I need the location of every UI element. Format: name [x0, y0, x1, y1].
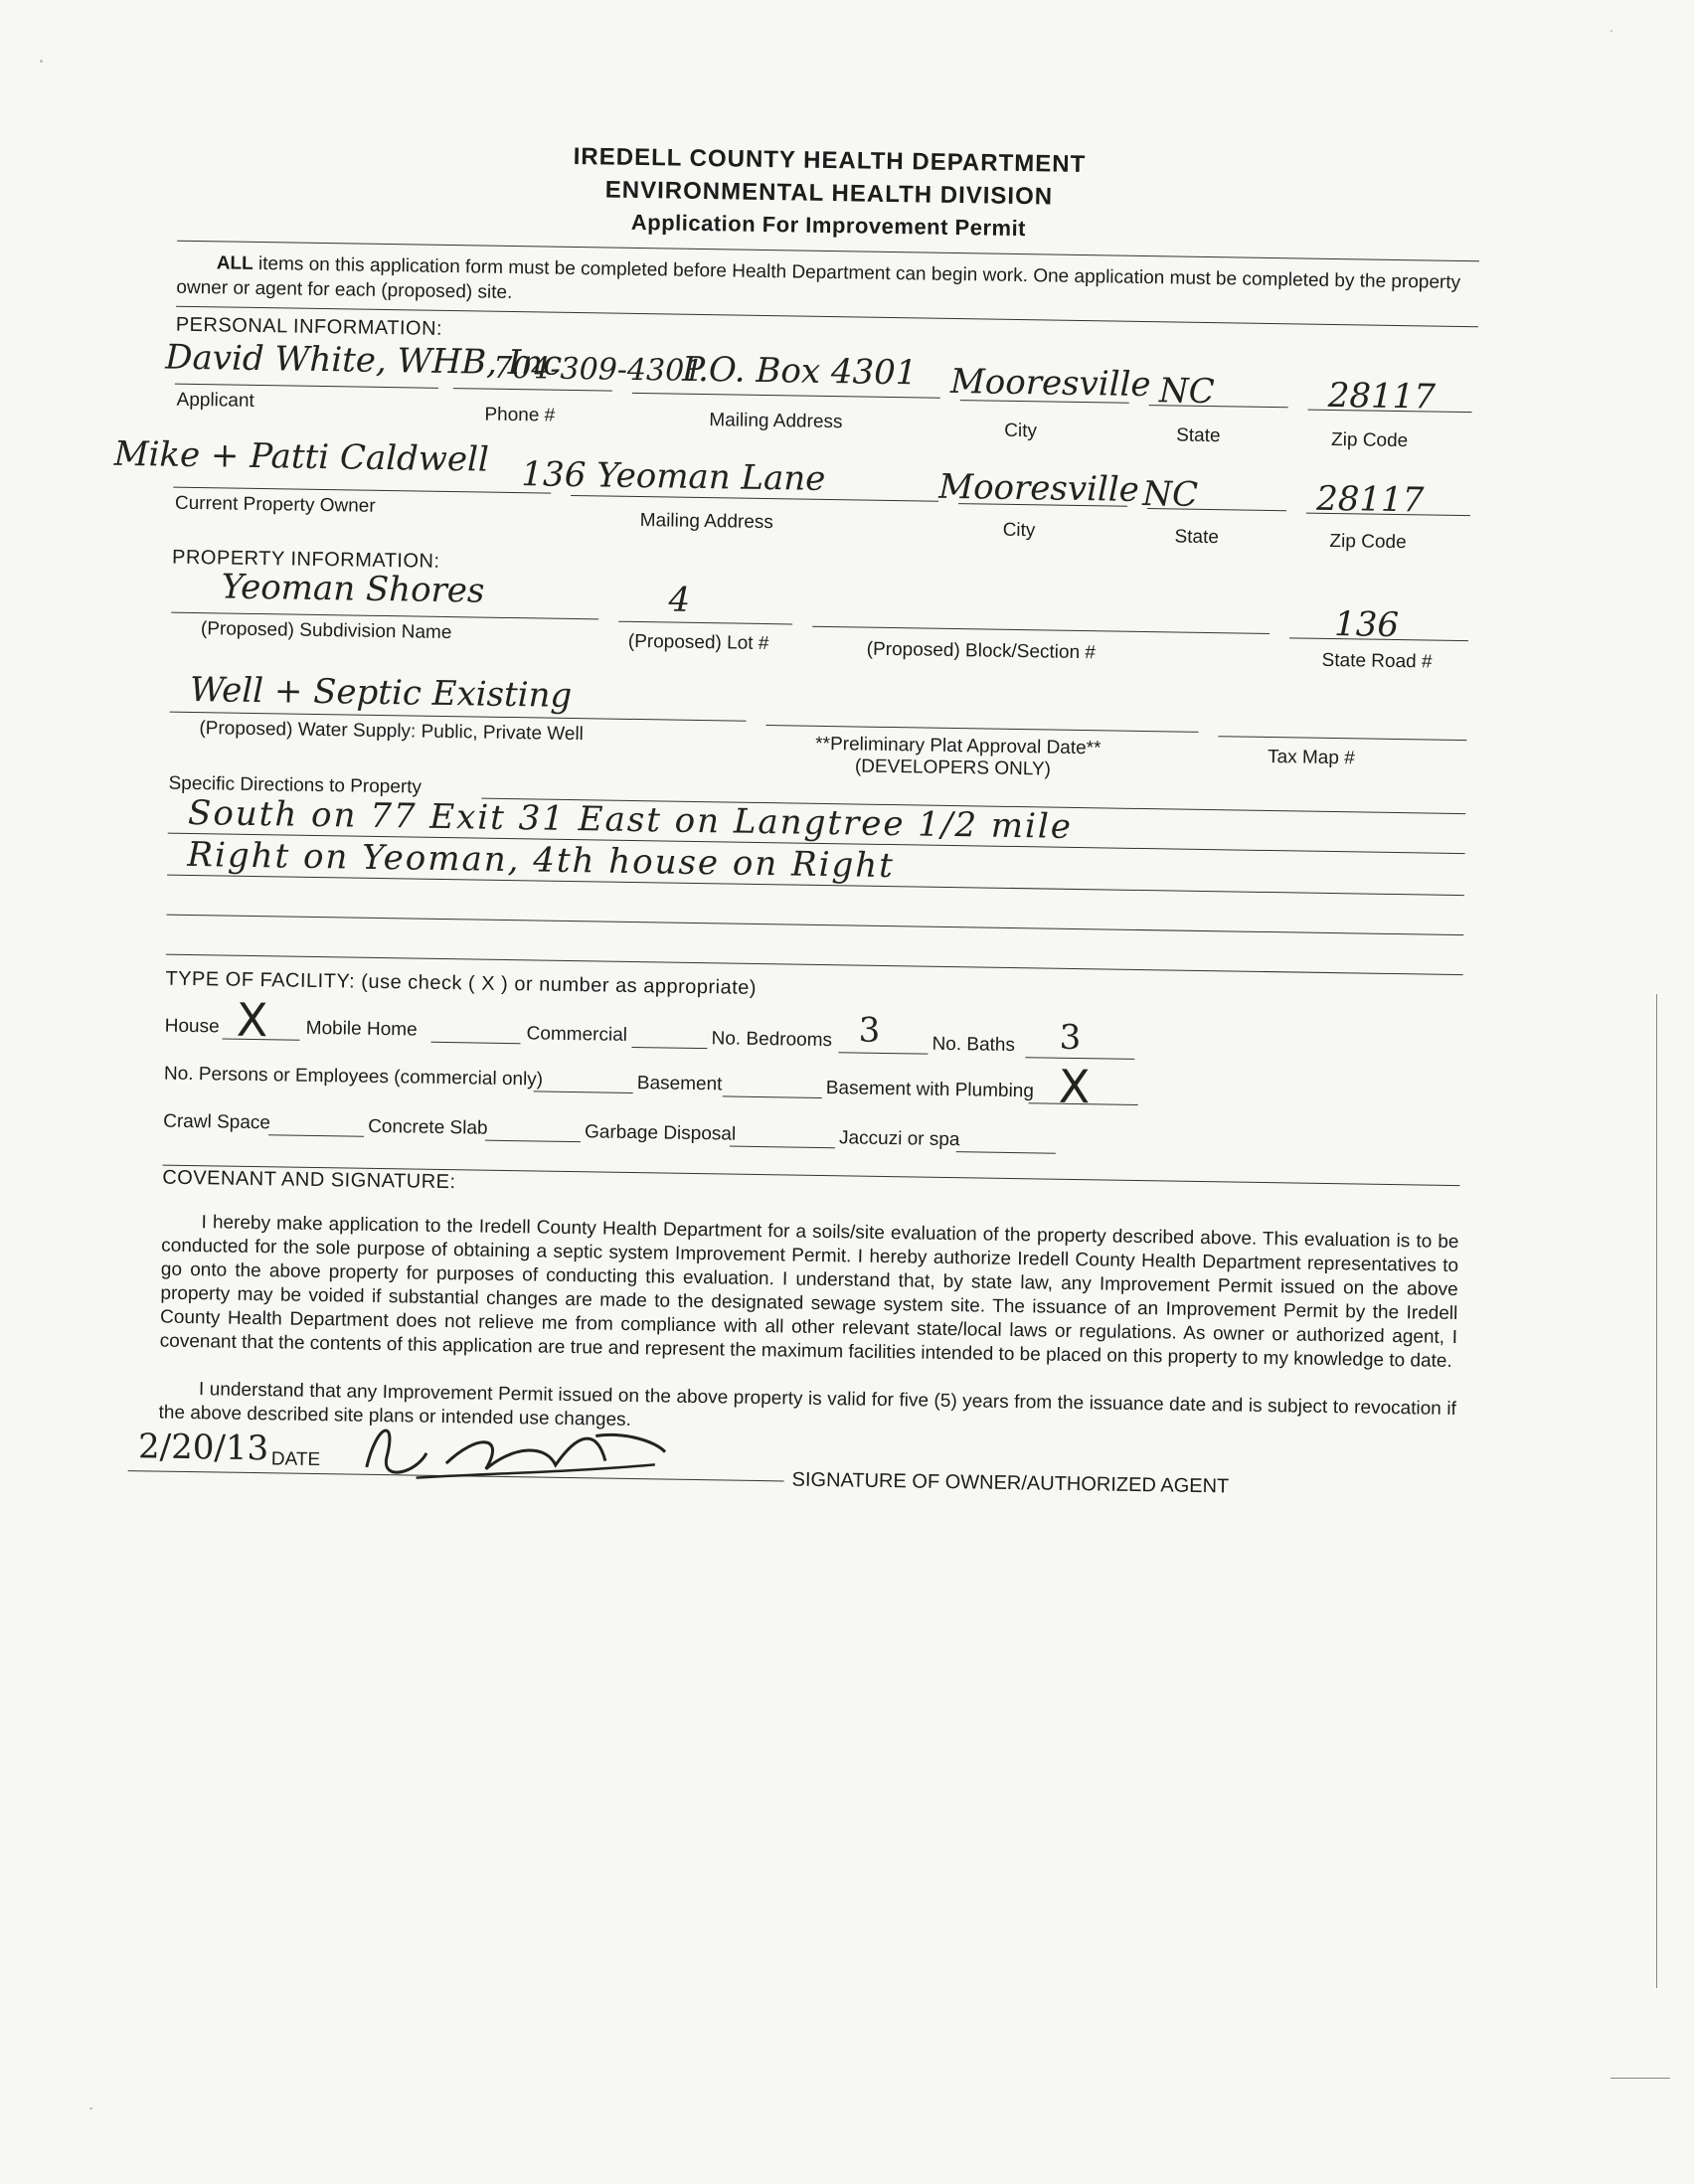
property-info-heading: PROPERTY INFORMATION:: [171, 546, 440, 573]
applicant-line: [175, 384, 438, 389]
covenant-validity-paragraph: I understand that any Improvement Permit issued on the above property is valid for five (5) years from the issuance date and is subject to revocation if the above described site plans or intended use changes.: [158, 1379, 1456, 1431]
form-title: Application For Improvement Permit: [630, 209, 1027, 242]
state-road-value[interactable]: 136: [1333, 604, 1400, 646]
persons-label: No. Persons or Employees (commercial only): [163, 1063, 544, 1091]
covenant-heading: COVENANT AND SIGNATURE:: [162, 1166, 456, 1194]
jacuzzi-label: Jaccuzi or spa: [838, 1127, 960, 1151]
application-form: [113, 117, 1490, 1947]
applicant-name-value[interactable]: David White, WHB, Inc: [164, 337, 563, 384]
form-title-department: IREDELL COUNTY HEALTH DEPARTMENT: [573, 142, 1087, 179]
subdivision-value[interactable]: Yeoman Shores: [221, 567, 485, 611]
scan-edge-line: [1610, 2078, 1670, 2079]
instructions-text: items on this application form must be completed before Health Department can begin work. One application must be completed by the property owner or agent for each (proposed) site.: [176, 252, 1461, 303]
lot-label: (Proposed) Lot #: [627, 630, 769, 655]
jacuzzi-line: [956, 1151, 1056, 1154]
directions-line: [166, 915, 1463, 935]
owner-name-value[interactable]: Mike + Patti Caldwell: [113, 433, 490, 480]
personal-info-heading: PERSONAL INFORMATION:: [175, 313, 443, 340]
scan-speck: [1610, 30, 1612, 32]
directions-line-1-value[interactable]: South on 77 Exit 31 East on Langtree 1/2 mile: [187, 792, 1074, 847]
basement-label: Basement: [636, 1073, 723, 1095]
applicant-phone-value[interactable]: 704-309-4301: [492, 350, 704, 390]
water-supply-value[interactable]: Well + Septic Existing: [189, 669, 573, 716]
mailing-label: Mailing Address: [709, 410, 843, 433]
date-value[interactable]: 2/20/13: [137, 1427, 269, 1469]
applicant-zip-value[interactable]: 28117: [1327, 375, 1437, 418]
instructions-emphasis: ALL: [216, 252, 254, 274]
mobile-home-line: [430, 1042, 520, 1044]
facility-heading: TYPE OF FACILITY: (use check ( X ) or number as appropriate): [165, 967, 758, 999]
tax-map-line: [1218, 736, 1466, 741]
block-line: [812, 626, 1270, 634]
scan-speck: [89, 2107, 92, 2109]
city-label: City: [1004, 420, 1038, 442]
commercial-line: [631, 1047, 707, 1049]
state-road-label: State Road #: [1321, 649, 1433, 673]
date-label: DATE: [270, 1448, 321, 1471]
subdivision-label: (Proposed) Subdivision Name: [200, 618, 452, 644]
mailing-line: [632, 393, 940, 399]
owner-state-value[interactable]: NC: [1141, 473, 1199, 515]
owner-city-label: City: [1002, 519, 1036, 542]
directions-line-2-value[interactable]: Right on Yeoman, 4th house on Right: [187, 834, 896, 887]
scan-edge-line: [1656, 994, 1657, 1988]
mobile-home-label: Mobile Home: [305, 1017, 418, 1041]
concrete-slab-label: Concrete Slab: [367, 1115, 488, 1139]
phone-line: [453, 388, 612, 392]
state-label: State: [1176, 424, 1221, 447]
applicant-state-value[interactable]: NC: [1158, 371, 1215, 413]
covenant-paragraph: I hereby make application to the Iredell County Health Department for a soils/site evaluation of the property described above. This evaluation is to be conducted for the sole purpose of obtaining a septic system Improvement Permit. I hereby authorize Iredell County Health Department representatives to go onto the above property for purposes of conducting this evaluation. I understand that, by state law, any Improvement Permit issued on the above property may be voided if substantial changes are made to the designated sewage system site. The issuance of an Improvement Permit by the Iredell County Health Department does not relieve me from compliance with all other relevant state/local laws or regulations. As owner or authorized agent, I covenant that the contents of this application are true and represent the maximum facilities intended to be placed on this property to my knowledge to date.: [159, 1212, 1459, 1372]
baths-value[interactable]: 3: [1059, 1017, 1082, 1059]
owner-city-value[interactable]: Mooresville: [938, 466, 1140, 510]
tax-map-label: Tax Map #: [1267, 746, 1355, 769]
crawl-space-line: [268, 1134, 364, 1137]
applicant-label: Applicant: [176, 389, 254, 412]
crawl-space-label: Crawl Space: [163, 1110, 271, 1134]
basement-plumbing-check-value[interactable]: X: [1058, 1059, 1091, 1114]
applicant-mailing-value[interactable]: P.O. Box 4301: [681, 349, 918, 394]
garbage-disposal-label: Garbage Disposal: [584, 1121, 737, 1145]
concrete-slab-line: [485, 1140, 581, 1143]
bedrooms-label: No. Bedrooms: [711, 1028, 833, 1052]
owner-zip-label: Zip Code: [1329, 530, 1407, 554]
commercial-label: Commercial: [526, 1023, 628, 1046]
block-label: (Proposed) Block/Section #: [866, 638, 1097, 664]
bedrooms-value[interactable]: 3: [858, 1010, 881, 1051]
basement-line: [723, 1095, 822, 1098]
plat-developers-label: (DEVELOPERS ONLY): [854, 756, 1052, 780]
owner-zip-value[interactable]: 28117: [1315, 478, 1425, 521]
signature-label: SIGNATURE OF OWNER/AUTHORIZED AGENT: [791, 1468, 1230, 1498]
zip-label: Zip Code: [1330, 428, 1409, 452]
persons-line: [534, 1091, 633, 1093]
owner-mailing-value[interactable]: 136 Yeoman Lane: [521, 454, 826, 499]
signature-mark: [356, 1413, 675, 1497]
directions-label: Specific Directions to Property: [168, 772, 423, 798]
water-supply-label: (Proposed) Water Supply: Public, Private Well: [199, 718, 585, 746]
lot-line: [618, 621, 792, 625]
house-label: House: [164, 1015, 220, 1038]
plat-date-label: **Preliminary Plat Approval Date**: [815, 733, 1101, 759]
garbage-disposal-line: [730, 1146, 835, 1149]
bedrooms-line: [838, 1052, 928, 1054]
owner-mailing-label: Mailing Address: [639, 510, 774, 534]
owner-state-label: State: [1174, 526, 1220, 549]
basement-plumbing-label: Basement with Plumbing: [825, 1078, 1035, 1102]
house-check-value[interactable]: X: [236, 992, 268, 1048]
form-title-division: ENVIRONMENTAL HEALTH DIVISION: [604, 176, 1054, 211]
phone-label: Phone #: [484, 404, 556, 426]
scan-speck: [40, 60, 43, 63]
plat-date-line: [766, 725, 1199, 733]
applicant-city-value[interactable]: Mooresville: [949, 361, 1151, 406]
lot-value[interactable]: 4: [668, 580, 691, 620]
baths-label: No. Baths: [932, 1033, 1016, 1057]
owner-label: Current Property Owner: [174, 492, 376, 517]
